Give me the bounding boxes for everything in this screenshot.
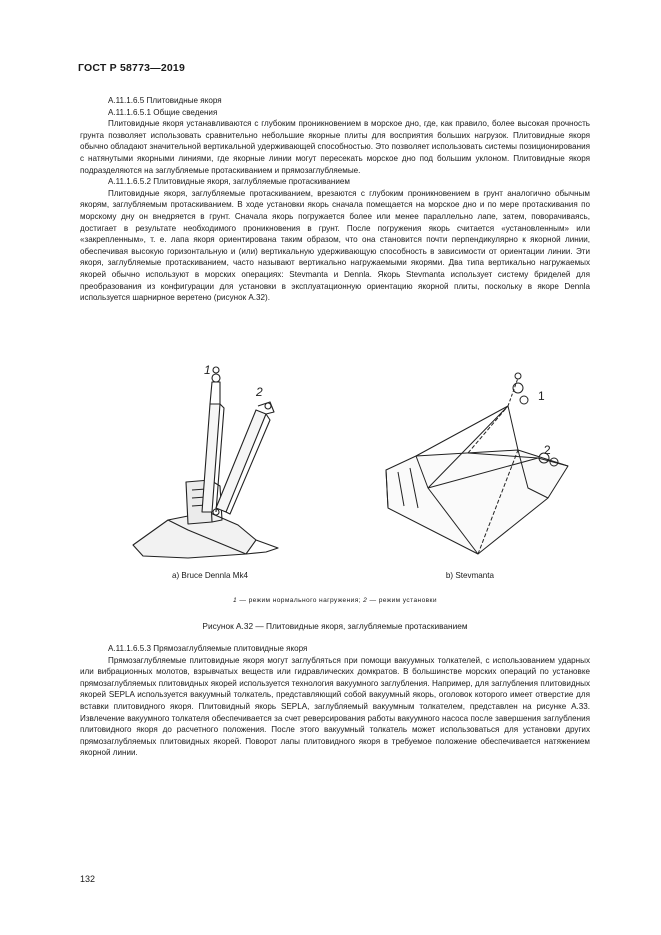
legend-num-2: 2 (363, 597, 368, 604)
caption-b: b) Stevmanta (445, 571, 495, 580)
caption-a: a) Bruce Dennla Mk4 (171, 571, 249, 580)
body-paragraph: Плитовидные якоря, заглубляемые протаскиванием, врезаются с глубоким проникновением в грунт аналогично обычным якорям, заглубляемым протаскиванием. В ходе установки якорь сначала помещается на морское дно и по мере протаскивания по морскому дну он внедряется в грунт. Сначала якорь погружается более или менее параллельно лапе, затем, поворачиваясь, достигает в результате необходимого проникновения в грунт. После погружения якорь считается «установленным» или «закрепленным», т. е. лапа якоря ориентирована таким образом, что она становится почти перпендикулярно к якорной линии, обеспечивая высокую горизонтальную и (или) вертикальную удерживающую способность в зависимости от ориентации линии. Эти якоря, заглубляемые протаскиванием, часто называют вертикально нагружаемыми якорями. Два типа вертикально нагружаемых якорей обычно используют в морских операциях: Stevmanta и Dennla. Якорь Stevmanta использует систему бриделей для преобразования из конфигурации для установки в эксплуатационную ориентацию якорной плиты, поскольку в якоре Dennla используется шарнирное веретено (рисунок А.32). (80, 188, 590, 303)
standard-header: ГОСТ Р 58773—2019 (78, 62, 186, 74)
callout-1: 1 (538, 389, 545, 403)
legend-text-1: — режим нормального нагружения; (237, 597, 364, 604)
section-direct-embedded-anchors (80, 643, 590, 759)
figure-legend (80, 597, 590, 604)
body-paragraph: Плитовидные якоря устанавливаются с глубоким проникновением в морское дно, где, как правило, более высокая прочность грунта позволяет использовать сравнительно небольшие якорные плиты для восприятия больших нагрузок. Плитовидные якоря обычно обладают значительной вертикальной удерживающей способностью. Это позволяет использовать системы позиционирования с натянутыми якорными линиями, где якорные линии могут пересекать морское дно под большим уклоном. Плитовидные якоря подразделяются на заглубляемые протаскиванием и прямозаглубляемые. (80, 119, 590, 175)
dennla-anchor-drawing (128, 362, 288, 562)
callout-1: 1 (204, 363, 211, 377)
subsection-heading: А.11.1.6.5.1 Общие сведения (108, 107, 218, 117)
stevmanta-anchor-drawing (368, 358, 584, 558)
legend-num-1: 1 (233, 597, 238, 604)
callout-2: 2 (256, 385, 263, 399)
legend-text-2: — режим установки (367, 597, 437, 604)
subsection-heading: А.11.1.6.5.3 Прямозаглубляемые плитовидные якоря (108, 644, 308, 653)
section-plate-anchors (80, 95, 590, 304)
subsection-heading: А.11.1.6.5.2 Плитовидные якоря, заглубляемые протаскиванием (108, 177, 350, 187)
body-paragraph: Прямозаглубляемые плитовидные якоря могут заглубляться при помощи вакуумных толкателей, с использованием ударных или вибрационных молотов, взрывчатых веществ или гидравлических домкратов. В большинстве морских операций по установке прямозаглубляемых плитовидных якорей используется технология вакуумного заглубления. Например, для заглубления плитовидных якорей SEPLA используется вакуумный толкатель, представляющий собой вакуумный якорь, оголовок которого имеет отверстие для вставки плитовидного якоря. Плитовидный якорь SEPLA, заглубляемый вакуумным толкателем, представлен на рисунке А.33. Извлечение вакуумного толкателя обеспечивается за счет реверсирования работы вакуумного насоса после завершения заглубления плитовидного якоря до расчетного положения. После этого вакуумный толкатель может использоваться для установки других прямозаглубляемых плитовидных якорей. Поворот лапы плитовидного якоря в требуемое положение обеспечивается натяжением якорной линии. (80, 655, 590, 758)
section-heading: А.11.1.6.5 Плитовидные якоря (108, 96, 222, 105)
figure-title: Рисунок А.32 — Плитовидные якоря, заглубляемые протаскиванием (202, 621, 468, 631)
page-number: 132 (80, 874, 96, 884)
callout-2: 2 (544, 443, 551, 457)
